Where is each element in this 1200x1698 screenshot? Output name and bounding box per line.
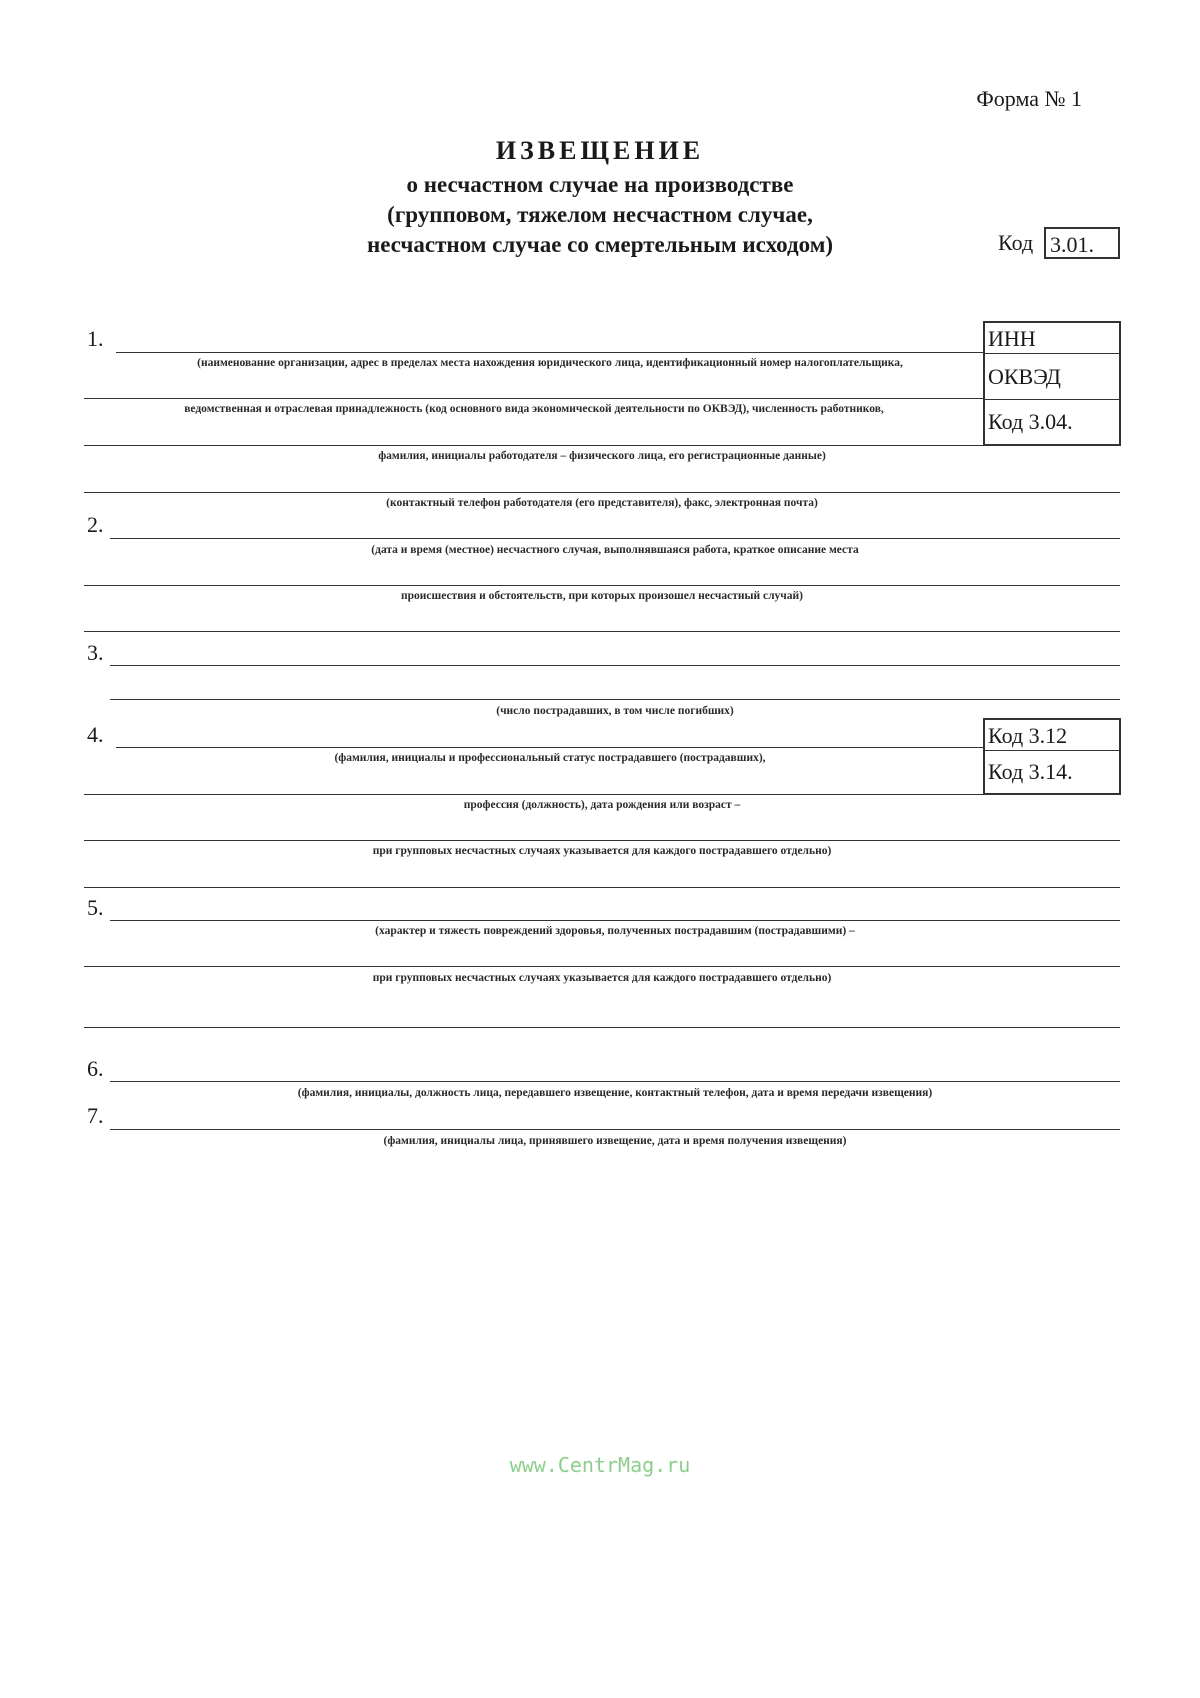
code-312-cell: Код 3.12 <box>985 720 1119 751</box>
item-number-4: 4. <box>87 722 104 747</box>
field-line-2c[interactable] <box>84 631 1120 632</box>
document-title: ИЗВЕЩЕНИЕ <box>495 136 705 165</box>
item-number-3: 3. <box>87 640 104 665</box>
inn-cell: ИНН <box>985 323 1119 354</box>
code-314-cell: Код 3.14. <box>988 759 1073 784</box>
caption-1a: (наименование организации, адрес в пределах места нахождения юридического лица, идентификационный номер налогоплательщика, <box>197 357 903 369</box>
caption-4c: при групповых несчастных случаях указывается для каждого пострадавшего отдельно) <box>372 845 832 857</box>
field-line-5b[interactable] <box>84 966 1120 967</box>
caption-1c: фамилия, инициалы работодателя – физического лица, его регистрационные данные) <box>378 450 826 462</box>
field-line-1d[interactable] <box>84 492 1120 493</box>
code-box[interactable]: 3.01. <box>1044 227 1120 259</box>
caption-4a: (фамилия, инициалы и профессиональный статус пострадавшего (пострадавших), <box>334 752 766 764</box>
field-line-7[interactable] <box>110 1129 1120 1130</box>
subtitle-line-3: несчастном случае со смертельным исходом) <box>366 232 834 257</box>
codes-table-1 <box>983 321 1121 446</box>
field-line-2b[interactable] <box>84 585 1120 586</box>
field-line-5c[interactable] <box>84 1027 1120 1028</box>
caption-6: (фамилия, инициалы, должность лица, передавшего извещение, контактный телефон, дата и время передачи извещения) <box>297 1087 933 1099</box>
okved-cell: ОКВЭД <box>985 354 1119 400</box>
field-line-3a[interactable] <box>110 665 1120 666</box>
caption-1b: ведомственная и отраслевая принадлежность (код основного вида экономической деятельности по ОКВЭД), численность работников, <box>184 403 884 415</box>
caption-7: (фамилия, инициалы лица, принявшего извещение, дата и время получения извещения) <box>383 1135 847 1147</box>
caption-2b: происшествия и обстоятельств, при которых произошел несчастный случай) <box>400 590 804 602</box>
caption-1d: (контактный телефон работодателя (его представителя), факс, электронная почта) <box>386 497 818 509</box>
field-line-5a[interactable] <box>110 920 1120 921</box>
item-number-7: 7. <box>87 1103 104 1128</box>
form-number: Форма № 1 <box>976 86 1082 111</box>
field-line-1c[interactable] <box>84 445 984 446</box>
field-line-3b[interactable] <box>110 699 1120 700</box>
item-number-2: 2. <box>87 512 104 537</box>
watermark-text: www.CentrMag.ru <box>509 1453 691 1477</box>
caption-2a: (дата и время (местное) несчастного случая, выполнявшаяся работа, краткое описание места <box>371 544 859 556</box>
caption-5b: при групповых несчастных случаях указывается для каждого пострадавшего отдельно) <box>372 972 832 984</box>
field-line-1b[interactable] <box>84 398 984 399</box>
field-line-4c[interactable] <box>84 840 1120 841</box>
subtitle-line-1: о несчастном случае на производстве <box>406 172 794 197</box>
field-line-4a[interactable] <box>116 747 984 748</box>
field-line-2a[interactable] <box>110 538 1120 539</box>
caption-3: (число пострадавших, в том числе погибших) <box>496 705 734 717</box>
code-label: Код <box>998 230 1034 255</box>
item-number-6: 6. <box>87 1056 104 1081</box>
field-line-6[interactable] <box>110 1081 1120 1082</box>
codes-table-4 <box>983 718 1121 795</box>
code-304-cell: Код 3.04. <box>988 409 1073 434</box>
field-line-4d[interactable] <box>84 887 1120 888</box>
item-number-1: 1. <box>87 326 104 351</box>
subtitle-line-2: (групповом, тяжелом несчастном случае, <box>387 202 813 227</box>
field-line-4b[interactable] <box>84 794 1120 795</box>
item-number-5: 5. <box>87 895 104 920</box>
caption-5a: (характер и тяжесть повреждений здоровья, полученных пострадавшим (пострадавшими) – <box>375 925 855 937</box>
field-line-1a[interactable] <box>116 352 984 353</box>
caption-4b: профессия (должность), дата рождения или возраст – <box>463 799 741 811</box>
